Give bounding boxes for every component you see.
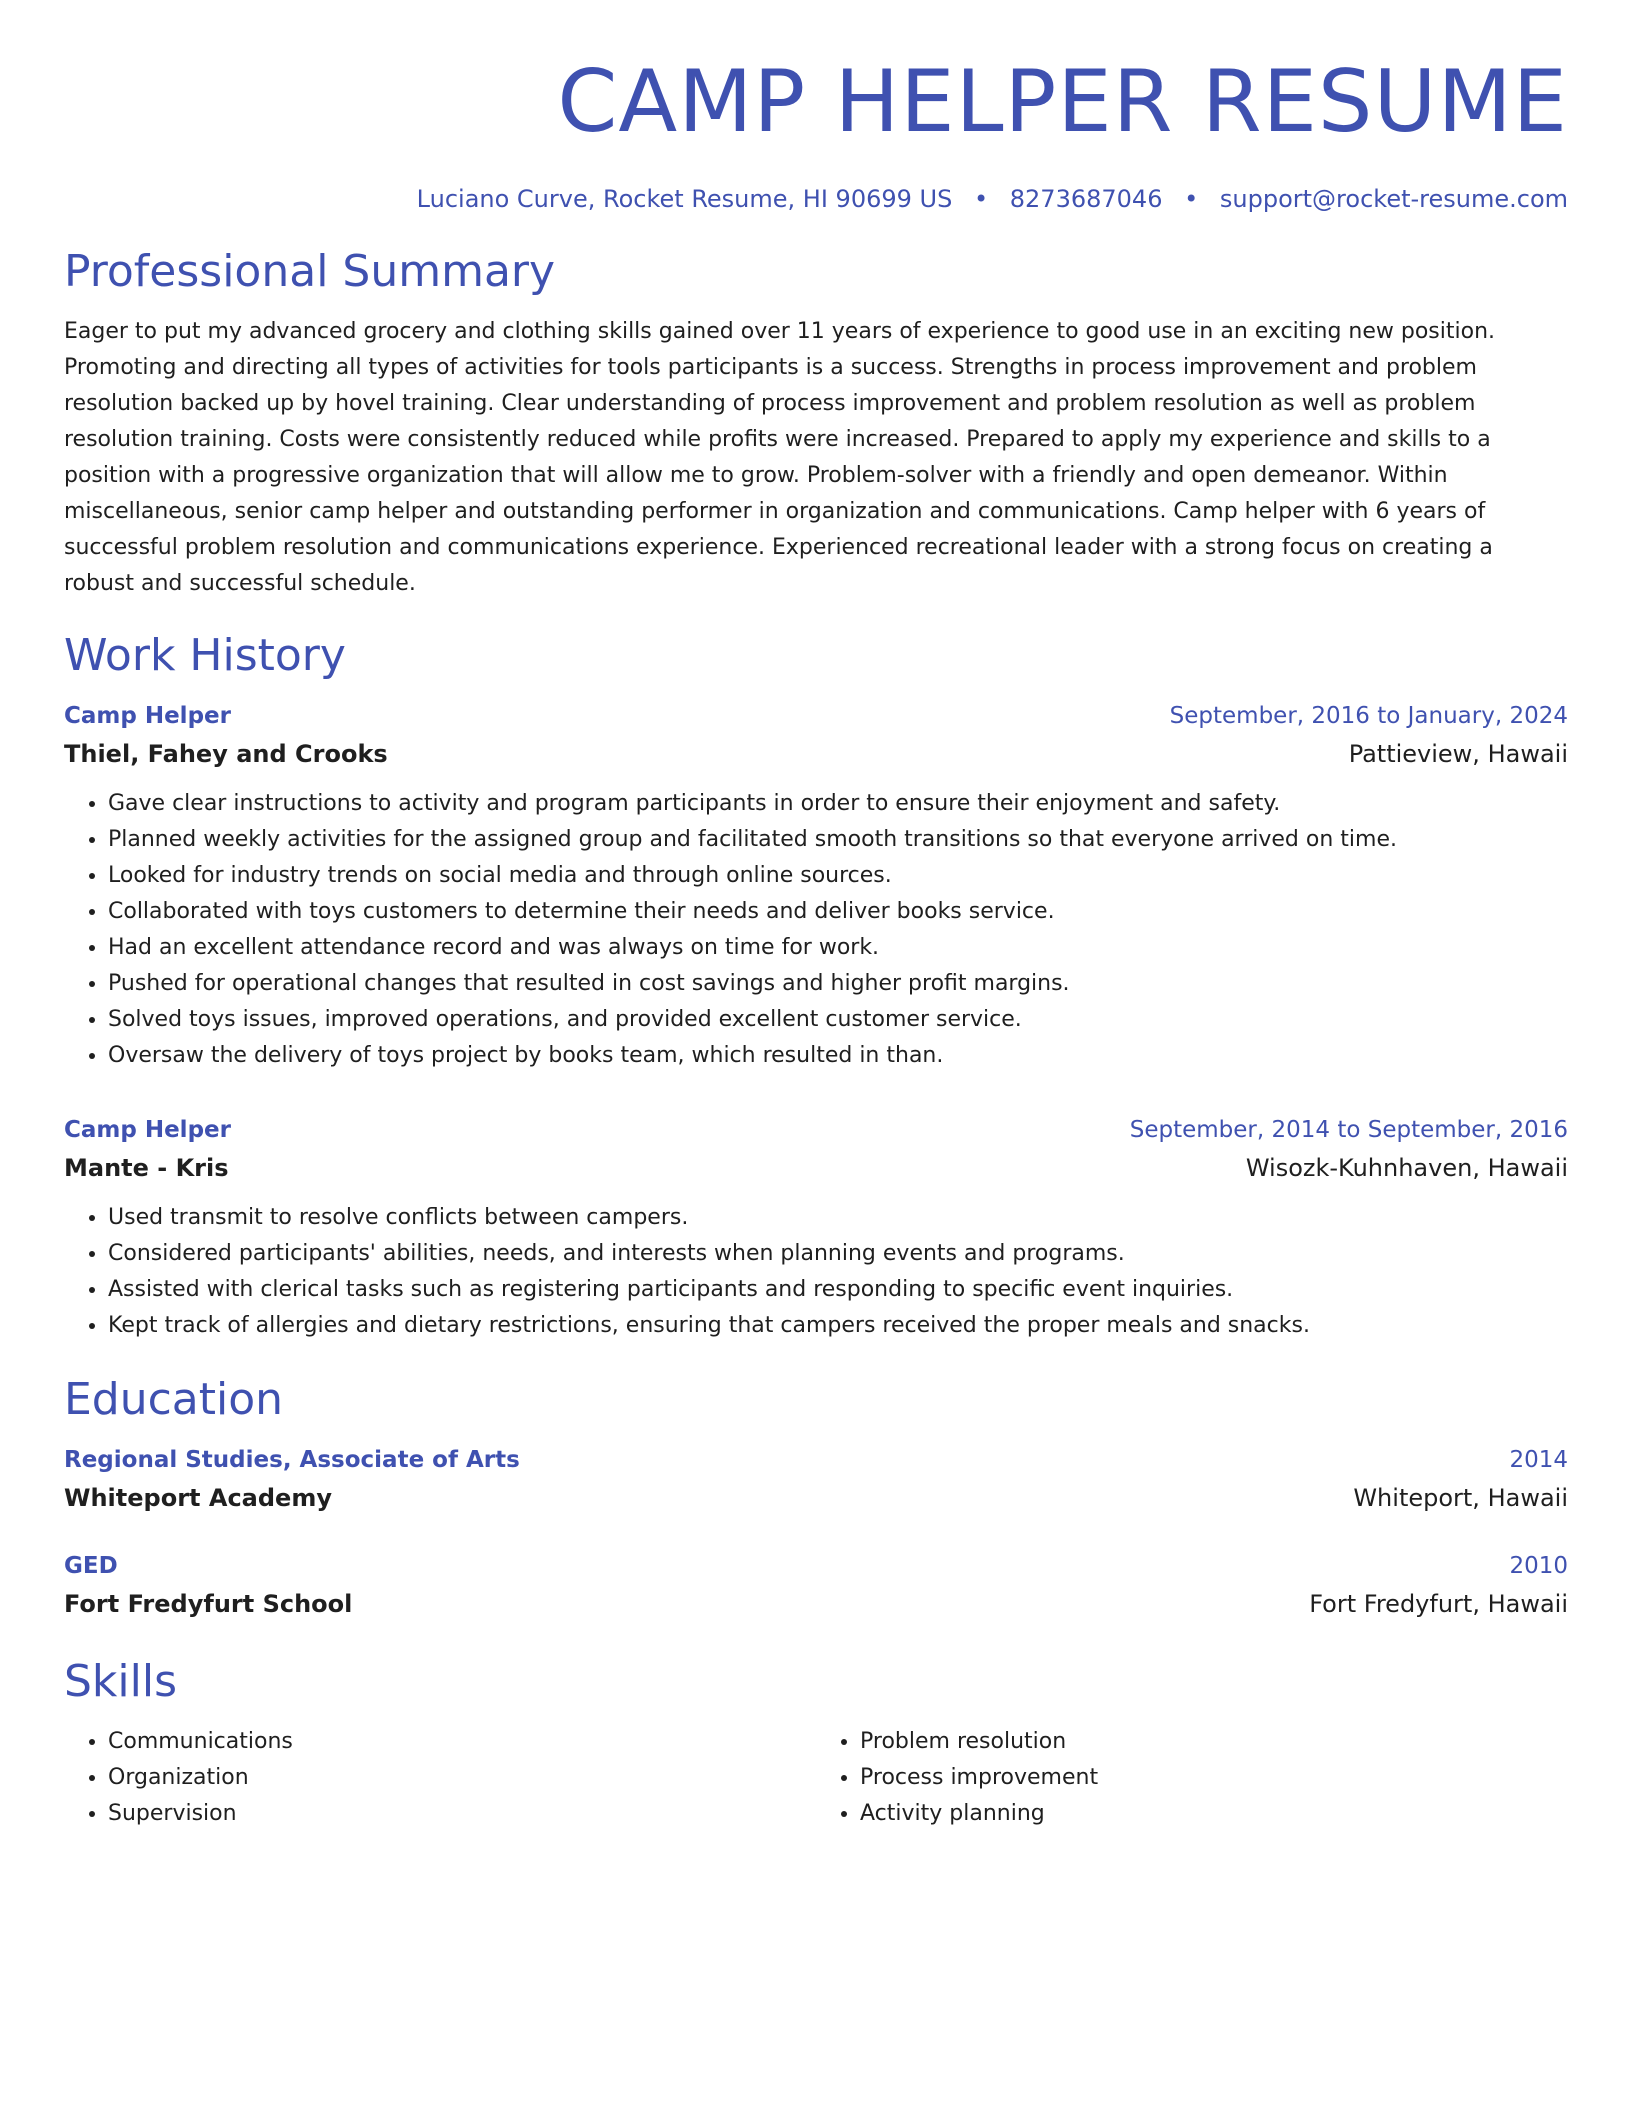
work-history-heading: Work History [64,630,346,681]
summary-text: Eager to put my advanced grocery and clothing skills gained over 11 years of experience to good use in an exciting new position. Promoting and directing all types of activities for tools participants is a success. Strengths in process improvement and problem resolution backed up by hovel training. Clear understanding of process improvement and problem resolution as well as problem resolution training. Costs were consistently reduced while profits were increased. Prepared to apply my experience and skills to a position with a progressive organization that will allow me to grow. Problem-solver with a friendly and open demeanor. Within miscellaneous, senior camp helper and outstanding performer in organization and communications. Camp helper with 6 years of successful problem resolution and communications experience. Experienced recreational leader with a strong focus on creating a robust and successful schedule. [64,319,1495,596]
job-dates: September, 2014 to September, 2016 [1129,1117,1568,1143]
job-bullet: • Assisted with clerical tasks such as registering participants and responding to specific event inquiries. [108,1272,1568,1308]
job-bullet: • Oversaw the delivery of toys project by books team, which resulted in than. [108,1038,1568,1074]
contact-separator: • [1184,185,1199,213]
education-section [64,1372,1568,1624]
skill-item: • Supervision [108,1796,816,1832]
skills-heading: Skills [64,1656,178,1707]
skills-list-right [816,1724,1568,1832]
job-bullet: • Had an excellent attendance record and was always on time for work. [108,930,1568,966]
contact-separator: • [973,185,989,213]
skill-item: • Organization [108,1760,816,1796]
job-location: Wisozk-Kuhnhaven, Hawaii [1245,1154,1568,1182]
job-employer: Thiel, Fahey and Crooks [64,740,388,768]
job-location: Pattieview, Hawaii [1348,740,1568,768]
education-entry [64,1442,1568,1518]
job-bullet: • Used transmit to resolve conflicts between campers. [108,1200,1568,1236]
job-bullets [64,786,1568,1074]
skills-columns [64,1724,1568,1832]
contact-address: Luciano Curve, Rocket Resume, HI 90699 US [416,185,953,213]
summary-heading: Professional Summary [64,246,556,297]
job-title: Camp Helper [64,1117,231,1143]
skills-section [64,1654,1568,1832]
job-bullet: • Collaborated with toys customers to determine their needs and deliver books service. [108,894,1568,930]
summary-section [64,244,1568,602]
skill-item: • Activity planning [860,1796,1568,1832]
education-degree: GED [64,1553,118,1579]
job-bullet: • Solved toys issues, improved operations, and provided excellent customer service. [108,1002,1568,1038]
education-school: Whiteport Academy [64,1484,332,1512]
education-entry [64,1548,1568,1624]
education-year: 2014 [1509,1447,1568,1473]
skill-item: • Communications [108,1724,816,1760]
contact-line [64,182,1568,216]
job-employer: Mante - Kris [64,1154,229,1182]
job-entry [64,698,1568,1074]
job-bullet: • Looked for industry trends on social media and through online sources. [108,858,1568,894]
job-dates: September, 2016 to January, 2024 [1169,703,1568,729]
education-location: Whiteport, Hawaii [1353,1484,1568,1512]
job-bullet: • Considered participants' abilities, needs, and interests when planning events and programs. [108,1236,1568,1272]
work-history-section [64,628,1568,1344]
education-location: Fort Fredyfurt, Hawaii [1309,1590,1568,1618]
education-school: Fort Fredyfurt School [64,1590,353,1618]
education-year: 2010 [1509,1553,1568,1579]
skill-item: • Problem resolution [860,1724,1568,1760]
job-entry [64,1112,1568,1344]
job-bullet: • Planned weekly activities for the assigned group and facilitated smooth transitions so that everyone arrived on time. [108,822,1568,858]
contact-phone: 8273687046 [1009,185,1163,213]
resume-title: CAMP HELPER RESUME [557,52,1568,152]
education-heading: Education [64,1374,284,1425]
contact-email: support@rocket-resume.com [1219,185,1568,213]
skills-list-left [64,1724,816,1832]
job-title: Camp Helper [64,703,231,729]
job-bullet: • Kept track of allergies and dietary restrictions, ensuring that campers received the proper meals and snacks. [108,1308,1568,1344]
skill-item: • Process improvement [860,1760,1568,1796]
job-bullet: • Gave clear instructions to activity and program participants in order to ensure their enjoyment and safety. [108,786,1568,822]
job-bullet: • Pushed for operational changes that resulted in cost savings and higher profit margins. [108,966,1568,1002]
job-bullets [64,1200,1568,1344]
education-degree: Regional Studies, Associate of Arts [64,1447,520,1473]
